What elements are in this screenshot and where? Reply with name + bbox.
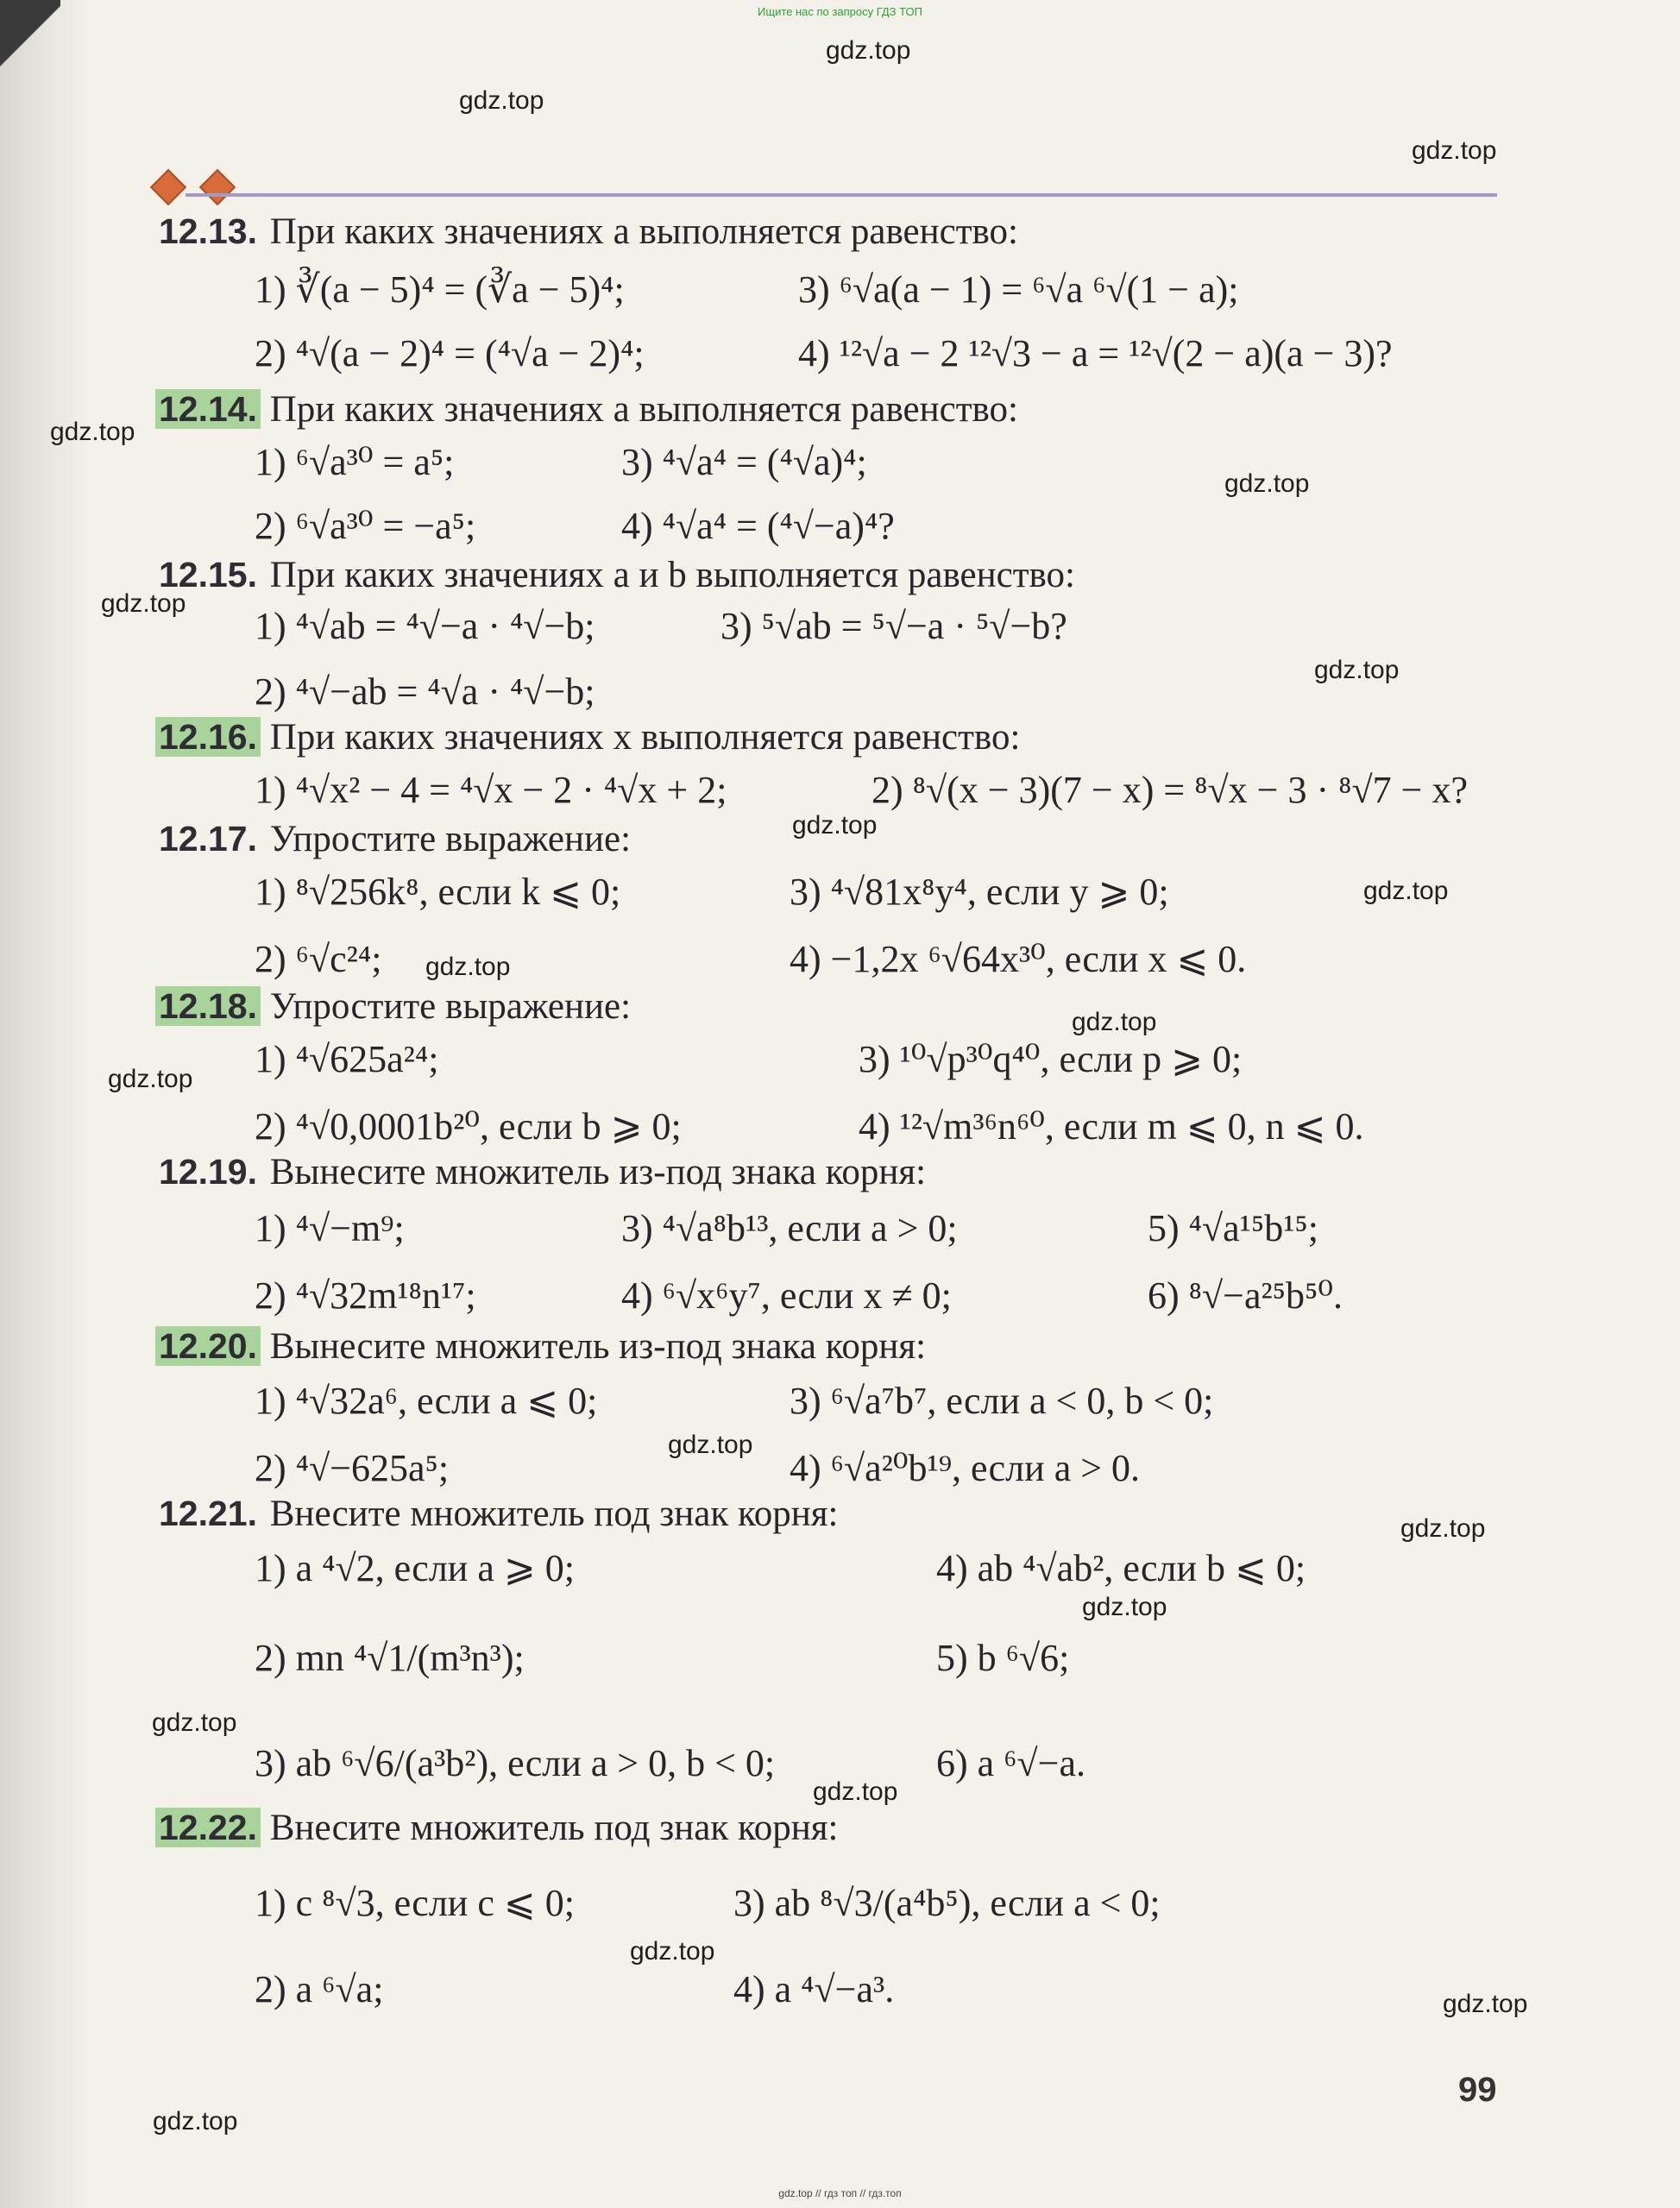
watermark: gdz.top (1072, 1008, 1157, 1036)
watermark: gdz.top (108, 1065, 193, 1093)
watermark: gdz.top (1412, 136, 1497, 165)
problem-item: 5) b ⁶√6; (936, 1637, 1070, 1679)
problem-item: 1) ⁴√32a⁶, если a ⩽ 0; (255, 1380, 598, 1422)
watermark: gdz.top (101, 589, 186, 618)
problem-question: При каких значениях a выполняется равенство: (269, 211, 1018, 252)
problem-item: 1) ⁴√−m⁹; (255, 1207, 405, 1249)
problem-number: 12.17. (159, 819, 257, 859)
problem-item: 4) −1,2x ⁶√64x³⁰, если x ⩽ 0. (790, 938, 1247, 980)
problem-item: 3) ⁴√81x⁸y⁴, если y ⩾ 0; (790, 871, 1169, 913)
problem-question: При каких значениях x выполняется равенство: (269, 717, 1021, 758)
problem-number: 12.22. (155, 1808, 261, 1847)
problem-item: 1) ⁴√ab = ⁴√−a · ⁴√−b; (255, 605, 595, 647)
problem-item: 1) c ⁸√3, если c ⩽ 0; (255, 1882, 575, 1924)
problem-item: 4) ⁶√x⁶y⁷, если x ≠ 0; (621, 1274, 952, 1317)
diamond-icon (150, 169, 186, 205)
problem-item: 3) ¹⁰√p³⁰q⁴⁰, если p ⩾ 0; (859, 1038, 1243, 1080)
watermark: gdz.top (50, 418, 135, 446)
problem-number: 12.18. (155, 986, 261, 1026)
problem-item: 4) ¹²√a − 2 ¹²√3 − a = ¹²√(2 − a)(a − 3)? (798, 332, 1393, 374)
problem-number: 12.14. (155, 389, 261, 429)
header-note: Ищите нас по запросу ГДЗ ТОП (758, 5, 922, 18)
problem-12-16 (155, 713, 1519, 811)
problem-item: 1) ⁸√256k⁸, если k ⩽ 0; (255, 871, 621, 913)
watermark: gdz.top (153, 2107, 238, 2136)
problem-question: Внесите множитель под знак корня: (269, 1494, 839, 1534)
problem-item: 2) ⁶√a³⁰ = −a⁵; (255, 505, 476, 547)
watermark: gdz.top (813, 1777, 898, 1806)
watermark: gdz.top (1400, 1514, 1486, 1543)
problem-item: 3) ⁵√ab = ⁵√−a · ⁵√−b? (720, 605, 1067, 647)
book-spine-shadow (0, 0, 95, 2208)
watermark: gdz.top (1314, 656, 1400, 684)
problem-item: 3) ⁴√a⁴ = (⁴√a)⁴; (621, 441, 867, 483)
problem-number: 12.13. (159, 211, 257, 251)
problem-12-19 (155, 1148, 1519, 1317)
problem-item: 3) ab ⁶√6/(a³b²), если a > 0, b < 0; (255, 1742, 776, 1784)
problem-item: 2) ⁴√32m¹⁸n¹⁷; (255, 1274, 476, 1317)
problem-item: 4) ab ⁴√ab², если b ⩽ 0; (936, 1547, 1306, 1589)
problem-question: Внесите множитель под знак корня: (269, 1808, 839, 1848)
problem-item: 6) ⁸√−a²⁵b⁵⁰. (1148, 1274, 1343, 1317)
watermark: gdz.top (1443, 1990, 1528, 2018)
problem-item: 1) ∛(a − 5)⁴ = (∛a − 5)⁴; (255, 268, 625, 311)
problem-item: 6) a ⁶√−a. (936, 1742, 1086, 1784)
problem-item: 1) ⁴√x² − 4 = ⁴√x − 2 · ⁴√x + 2; (255, 769, 727, 811)
problem-number: 12.16. (155, 717, 261, 757)
problem-number: 12.21. (159, 1494, 257, 1533)
problem-item: 4) ¹²√m³⁶n⁶⁰, если m ⩽ 0, n ⩽ 0. (859, 1105, 1364, 1148)
problem-item: 4) ⁶√a²⁰b¹⁹, если a > 0. (790, 1447, 1141, 1489)
problem-item: 2) ⁴√−ab = ⁴√a · ⁴√−b; (255, 670, 595, 713)
problem-item: 4) ⁴√a⁴ = (⁴√−a)⁴? (621, 505, 895, 547)
problem-question: При каких значениях a и b выполняется равенство: (269, 555, 1075, 595)
problem-item: 2) mn ⁴√1/(m³n³); (255, 1637, 525, 1679)
problem-item: 3) ⁴√a⁸b¹³, если a > 0; (621, 1207, 958, 1249)
watermark: gdz.top (668, 1431, 753, 1459)
watermark: gdz.top (1082, 1593, 1167, 1621)
diamond-icon (199, 169, 236, 205)
problem-item: 5) ⁴√a¹⁵b¹⁵; (1148, 1207, 1318, 1249)
problem-item: 1) ⁴√625a²⁴; (255, 1038, 439, 1080)
watermark: gdz.top (459, 86, 544, 115)
problem-number: 12.15. (159, 555, 257, 594)
watermark: gdz.top (425, 953, 511, 981)
problem-12-13 (155, 207, 1519, 374)
problem-item: 2) ⁶√c²⁴; (255, 938, 382, 980)
problem-item: 2) ⁴√0,0001b²⁰, если b ⩾ 0; (255, 1105, 682, 1148)
problem-item: 1) ⁶√a³⁰ = a⁵; (255, 441, 455, 483)
problem-item: 3) ab ⁸√3/(a⁴b⁵), если a < 0; (733, 1882, 1161, 1924)
problem-item: 2) ⁴√(a − 2)⁴ = (⁴√a − 2)⁴; (255, 332, 645, 374)
problem-question: При каких значениях a выполняется равенство: (269, 389, 1018, 430)
watermark: gdz.top (792, 811, 878, 840)
problem-item: 4) a ⁴√−a³. (733, 1968, 895, 2010)
watermark: gdz.top (1363, 877, 1449, 905)
problem-item: 2) ⁴√−625a⁵; (255, 1447, 450, 1489)
problem-item: 3) ⁶√a⁷b⁷, если a < 0, b < 0; (790, 1380, 1214, 1422)
watermark: gdz.top (1224, 469, 1310, 498)
footer-note: gdz.top // гдз топ // гдз.топ (778, 2187, 902, 2199)
section-rule (186, 193, 1497, 197)
problem-item: 1) a ⁴√2, если a ⩾ 0; (255, 1547, 575, 1589)
page-number: 99 (1458, 2071, 1497, 2109)
problem-question: Упростите выражение: (269, 986, 632, 1027)
watermark: gdz.top (630, 1937, 715, 1966)
problem-12-18 (155, 982, 1519, 1148)
problem-number: 12.19. (159, 1152, 257, 1192)
problem-item: 2) ⁸√(x − 3)(7 − x) = ⁸√x − 3 · ⁸√7 − x? (871, 769, 1468, 811)
watermark: gdz.top (152, 1708, 237, 1737)
problem-question: Вынесите множитель из-под знака корня: (269, 1152, 927, 1192)
problem-question: Упростите выражение: (269, 819, 632, 859)
watermark: gdz.top (826, 36, 911, 65)
problem-item: 3) ⁶√a(a − 1) = ⁶√a ⁶√(1 − a); (798, 268, 1239, 311)
problem-item: 2) a ⁶√a; (255, 1968, 384, 2010)
problem-question: Вынесите множитель из-под знака корня: (269, 1326, 927, 1367)
problem-number: 12.20. (155, 1326, 261, 1366)
